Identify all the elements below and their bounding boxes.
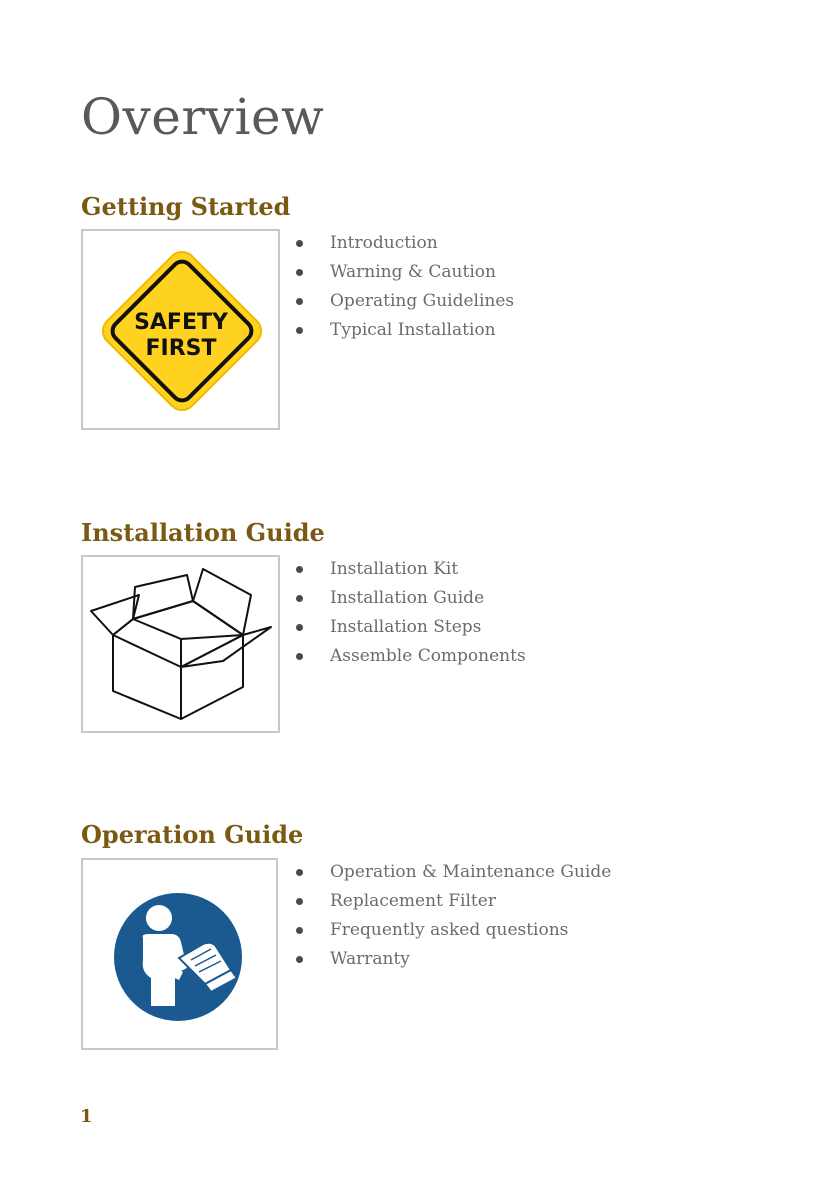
list-item[interactable] xyxy=(294,287,514,316)
bullet-icon xyxy=(296,298,303,305)
bullet-icon xyxy=(296,956,303,963)
list-item[interactable] xyxy=(294,642,526,671)
list-item-label: Installation Kit xyxy=(330,559,459,579)
list-item-label: Operation & Maintenance Guide xyxy=(330,862,612,882)
safety-first-image xyxy=(81,229,280,430)
installation-guide-list xyxy=(294,555,526,671)
bullet-icon xyxy=(296,566,303,573)
open-box-image xyxy=(81,555,280,733)
bullet-icon xyxy=(296,327,303,334)
safety-sign-line2: FIRST xyxy=(145,336,217,361)
list-item[interactable] xyxy=(294,316,514,345)
safety-first-sign-icon xyxy=(83,231,278,428)
getting-started-list xyxy=(294,229,514,345)
read-manual-icon xyxy=(83,860,276,1048)
page-title: Overview xyxy=(81,88,325,146)
read-manual-image xyxy=(81,858,278,1050)
section-heading-getting-started: Getting Started xyxy=(81,192,291,221)
list-item-label: Replacement Filter xyxy=(330,891,496,911)
list-item-label: Introduction xyxy=(330,233,438,253)
list-item-label: Installation Guide xyxy=(330,588,485,608)
list-item[interactable] xyxy=(294,858,611,887)
bullet-icon xyxy=(296,240,303,247)
bullet-icon xyxy=(296,595,303,602)
bullet-icon xyxy=(296,269,303,276)
list-item-label: Operating Guidelines xyxy=(330,291,515,311)
list-item-label: Typical Installation xyxy=(330,320,496,340)
list-item-label: Warranty xyxy=(330,949,410,969)
list-item-label: Frequently asked questions xyxy=(330,920,569,940)
list-item[interactable] xyxy=(294,584,526,613)
bullet-icon xyxy=(296,927,303,934)
list-item-label: Installation Steps xyxy=(330,617,482,637)
list-item[interactable] xyxy=(294,555,526,584)
bullet-icon xyxy=(296,898,303,905)
open-box-icon xyxy=(83,557,278,731)
list-item[interactable] xyxy=(294,613,526,642)
bullet-icon xyxy=(296,653,303,660)
section-heading-operation-guide: Operation Guide xyxy=(81,820,304,849)
bullet-icon xyxy=(296,869,303,876)
list-item[interactable] xyxy=(294,916,611,945)
list-item-label: Warning & Caution xyxy=(330,262,496,282)
operation-guide-list xyxy=(294,858,611,974)
safety-sign-line1: SAFETY xyxy=(134,310,228,335)
bullet-icon xyxy=(296,624,303,631)
page-number: 1 xyxy=(80,1106,93,1127)
list-item[interactable] xyxy=(294,945,611,974)
list-item-label: Assemble Components xyxy=(330,646,526,666)
list-item[interactable] xyxy=(294,258,514,287)
list-item[interactable] xyxy=(294,887,611,916)
section-heading-installation-guide: Installation Guide xyxy=(81,518,325,547)
list-item[interactable] xyxy=(294,229,514,258)
